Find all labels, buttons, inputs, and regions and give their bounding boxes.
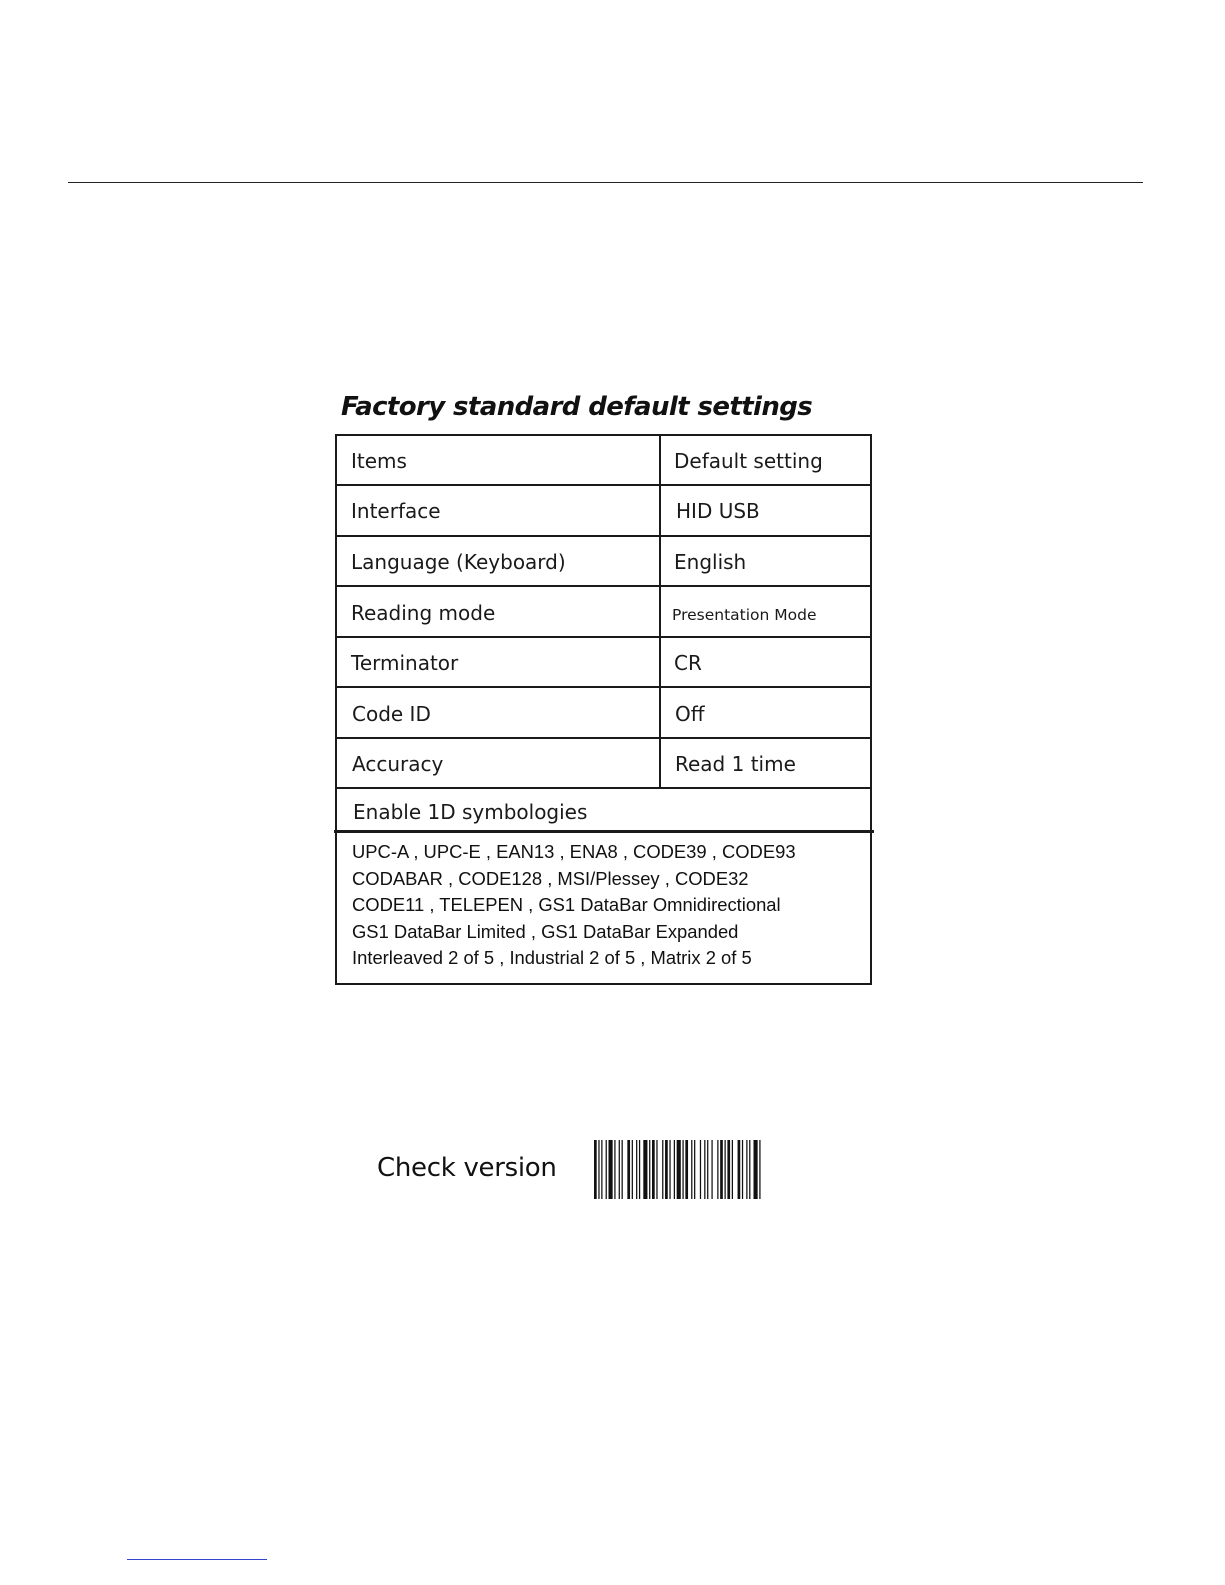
row-divider bbox=[337, 636, 870, 638]
barcode-bar bbox=[619, 1140, 620, 1199]
barcode-bar bbox=[682, 1140, 683, 1199]
barcode-bar bbox=[711, 1140, 712, 1199]
barcode-bar bbox=[732, 1140, 733, 1199]
barcode-bar bbox=[694, 1140, 695, 1199]
barcode-bar bbox=[677, 1140, 681, 1199]
barcode-bar bbox=[717, 1140, 718, 1199]
row-value-terminator: CR bbox=[674, 651, 702, 675]
barcode-bar bbox=[720, 1140, 723, 1199]
barcode-bar bbox=[725, 1140, 726, 1199]
barcode-bar bbox=[704, 1140, 705, 1199]
barcode-bar bbox=[652, 1140, 655, 1199]
row-value-reading-mode: Presentation Mode bbox=[672, 606, 817, 624]
symbologies-line: CODABAR , CODE128 , MSI/Plessey , CODE32 bbox=[352, 867, 749, 889]
row-item-reading-mode: Reading mode bbox=[351, 601, 496, 625]
header-items: Items bbox=[351, 449, 407, 473]
barcode-bar bbox=[742, 1140, 743, 1199]
symbologies-list bbox=[352, 839, 796, 972]
barcode-bar bbox=[749, 1140, 750, 1199]
row-value-interface: HID USB bbox=[676, 499, 760, 523]
row-divider bbox=[337, 484, 870, 486]
barcode-bar bbox=[669, 1140, 670, 1199]
barcode-bar bbox=[601, 1140, 602, 1199]
check-version-label: Check version bbox=[377, 1153, 557, 1183]
barcode-bar bbox=[727, 1140, 730, 1199]
barcode-bar bbox=[665, 1140, 668, 1199]
symbologies-divider bbox=[334, 830, 874, 833]
top-divider bbox=[68, 182, 1143, 183]
page-title: Factory standard default settings bbox=[341, 392, 813, 422]
row-divider bbox=[337, 585, 870, 587]
symbologies-line: Interleaved 2 of 5 , Industrial 2 of 5 , Matrix 2 of 5 bbox=[352, 947, 752, 968]
barcode-bar bbox=[662, 1140, 663, 1199]
barcode-bar bbox=[746, 1140, 747, 1199]
symbologies-line: UPC-A , UPC-E , EAN13 , ENA8 , CODE39 , CODE93 bbox=[352, 841, 796, 862]
barcode-bar bbox=[598, 1140, 599, 1199]
barcode-bar bbox=[738, 1140, 741, 1199]
barcode-bar bbox=[606, 1140, 607, 1199]
header-default-setting: Default setting bbox=[674, 449, 823, 473]
barcode-bar bbox=[707, 1140, 708, 1199]
barcode-bar bbox=[594, 1140, 597, 1199]
barcode-bar bbox=[632, 1140, 633, 1199]
barcode-bar bbox=[622, 1140, 623, 1199]
barcode-bar bbox=[685, 1140, 688, 1199]
barcode-bar bbox=[674, 1140, 675, 1199]
row-value-code-id: Off bbox=[675, 702, 705, 726]
symbologies-line: CODE11 , TELEPEN , GS1 DataBar Omnidirectional bbox=[352, 894, 781, 915]
row-value-language: English bbox=[674, 550, 747, 574]
barcode-bar bbox=[700, 1140, 701, 1199]
row-item-accuracy: Accuracy bbox=[352, 752, 444, 776]
row-item-terminator: Terminator bbox=[351, 651, 459, 675]
barcode-bar bbox=[656, 1140, 657, 1199]
barcode-bar bbox=[636, 1140, 637, 1199]
barcode-bar bbox=[627, 1140, 630, 1199]
barcode-icon[interactable] bbox=[594, 1140, 820, 1200]
barcode-bar bbox=[691, 1140, 692, 1199]
symbologies-line: GS1 DataBar Limited , GS1 DataBar Expanded bbox=[352, 920, 739, 942]
row-divider bbox=[337, 535, 870, 537]
row-divider bbox=[337, 686, 870, 688]
symbologies-header: Enable 1D symbologies bbox=[353, 800, 588, 824]
barcode-bar bbox=[759, 1140, 760, 1199]
barcode-bar bbox=[643, 1140, 647, 1199]
barcode-bar bbox=[609, 1140, 613, 1199]
row-divider bbox=[337, 787, 870, 789]
barcode-bar bbox=[639, 1140, 640, 1199]
footer-link-underline bbox=[127, 1559, 267, 1560]
settings-table bbox=[335, 434, 872, 985]
row-item-code-id: Code ID bbox=[352, 702, 431, 726]
row-divider bbox=[337, 737, 870, 739]
barcode-bar bbox=[649, 1140, 650, 1199]
row-item-language: Language (Keyboard) bbox=[351, 550, 566, 574]
row-item-interface: Interface bbox=[351, 499, 441, 523]
row-value-accuracy: Read 1 time bbox=[675, 752, 796, 776]
barcode-bar bbox=[614, 1140, 615, 1199]
barcode-bar bbox=[754, 1140, 758, 1199]
